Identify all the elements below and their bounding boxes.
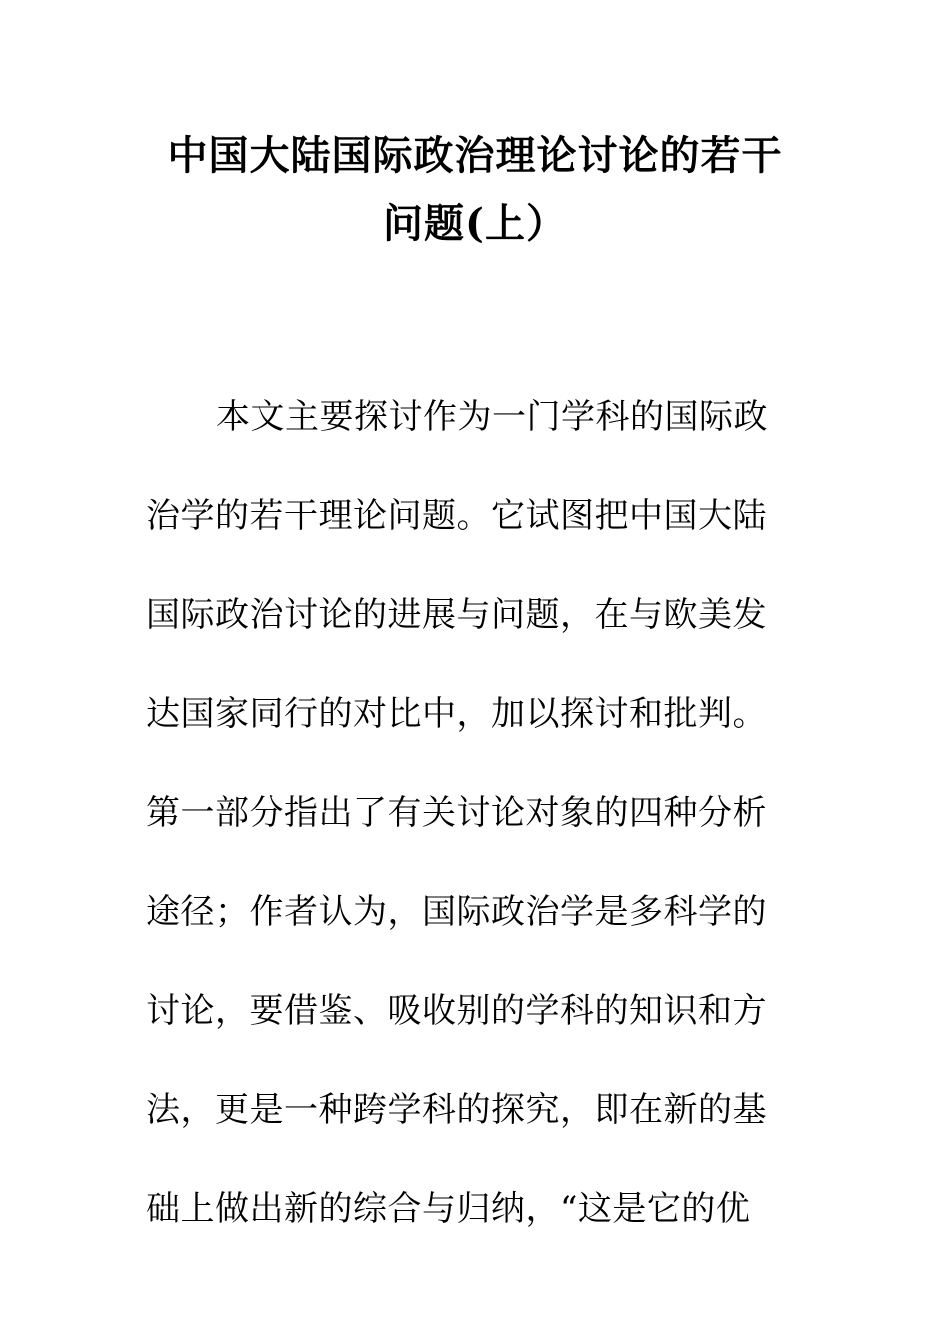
body-line-3: 国际政治讨论的进展与问题，在与欧美发 xyxy=(146,595,767,635)
body-line-9: 础上做出新的综合与归纳，“这是它的优 xyxy=(146,1189,751,1229)
body-line-4: 达国家同行的对比中，加以探讨和批判。 xyxy=(146,694,767,734)
document-title xyxy=(150,122,800,258)
body-line-6: 途径；作者认为，国际政治学是多科学的 xyxy=(146,892,767,932)
document-body xyxy=(146,368,806,1259)
body-line-8: 法，更是一种跨学科的探究，即在新的基 xyxy=(146,1090,767,1130)
title-line-2: 问题(上） xyxy=(383,200,567,247)
body-line-2: 治学的若干理论问题。它试图把中国大陆 xyxy=(146,496,767,536)
title-line-1: 中国大陆国际政治理论讨论的若干 xyxy=(167,132,783,179)
body-line-1: 本文主要探讨作为一门学科的国际政 xyxy=(216,397,768,437)
body-line-7: 讨论，要借鉴、吸收别的学科的知识和方 xyxy=(146,991,767,1031)
body-line-5: 第一部分指出了有关讨论对象的四种分析 xyxy=(146,793,767,833)
